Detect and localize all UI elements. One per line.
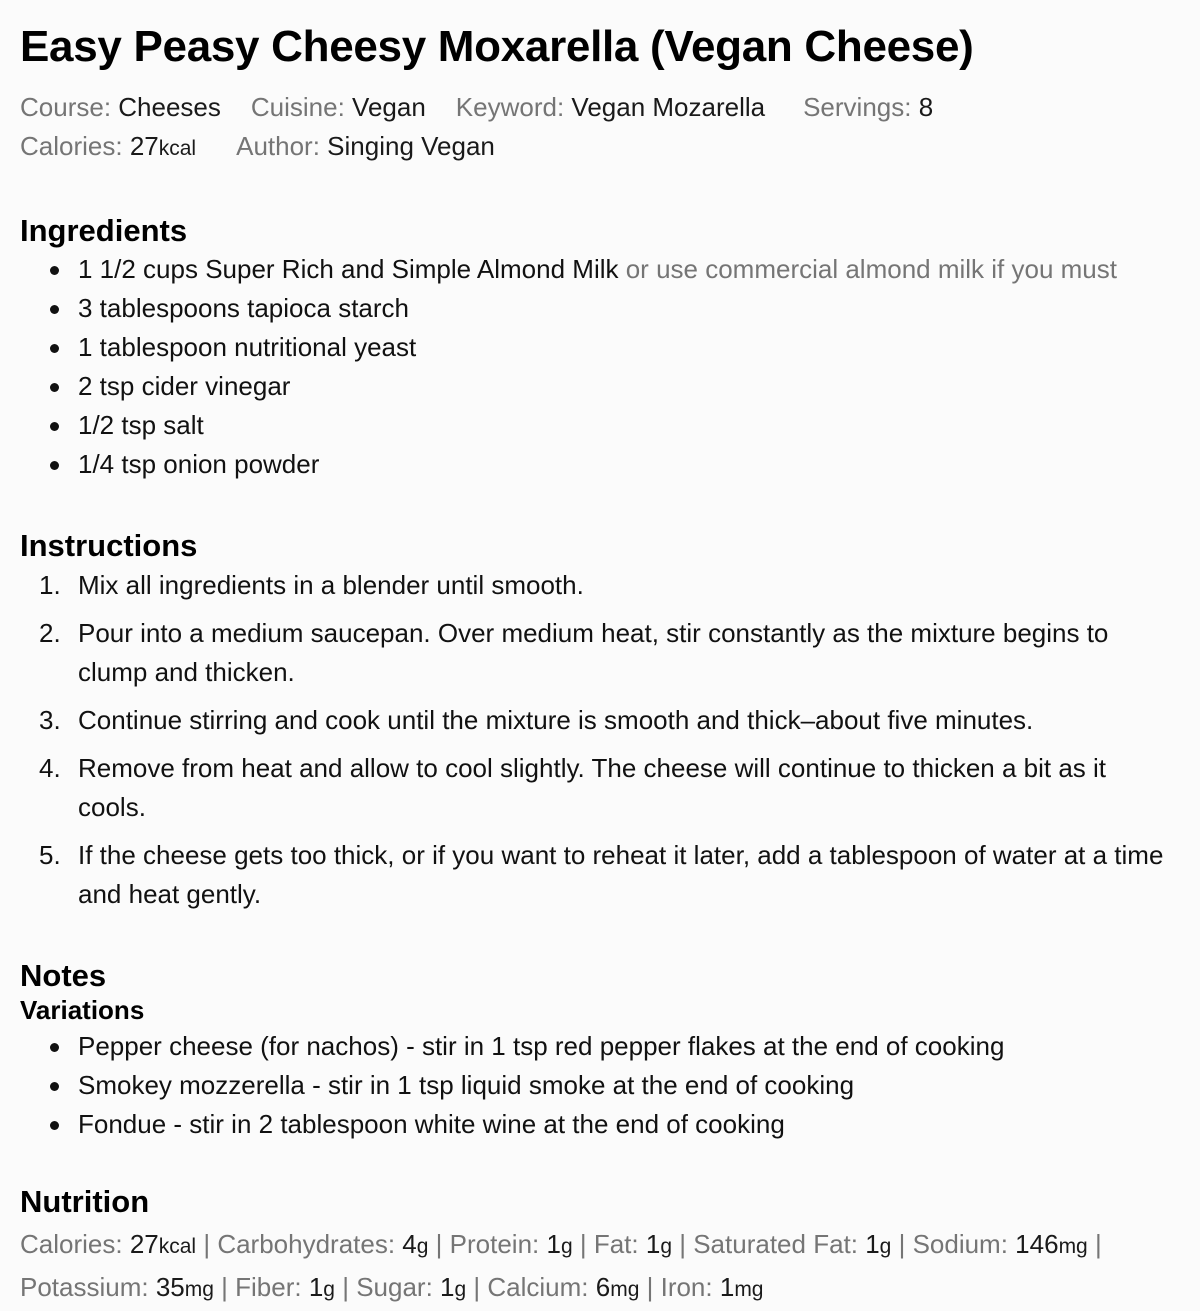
variation-item: Smokey mozzerella - stir in 1 tsp liquid smoke at the end of cooking bbox=[78, 1066, 1200, 1105]
nutrition-section bbox=[20, 1184, 1200, 1310]
meta-cuisine-link[interactable]: Vegan bbox=[352, 92, 426, 122]
meta-servings-label: Servings: bbox=[803, 92, 919, 122]
notes-section bbox=[20, 958, 1200, 1144]
nutrition-unit: mg bbox=[734, 1278, 764, 1301]
step-text: Mix all ingredients in a blender until smooth. bbox=[78, 570, 584, 600]
nutrition-label: Iron: bbox=[660, 1272, 720, 1302]
ingredients-section bbox=[20, 213, 1200, 484]
nutrition-label: Fat: bbox=[593, 1229, 646, 1259]
step-number: 2. bbox=[39, 618, 61, 648]
nutrition-separator: | bbox=[428, 1229, 450, 1259]
nutrition-label: Calcium: bbox=[487, 1272, 596, 1302]
nutrition-unit: g bbox=[323, 1278, 335, 1301]
instruction-step bbox=[39, 836, 1200, 914]
nutrition-item bbox=[594, 1229, 672, 1259]
nutrition-label: Sugar: bbox=[356, 1272, 441, 1302]
nutrition-item bbox=[913, 1229, 1088, 1259]
ingredient-link[interactable]: 1 1/2 cups Super Rich and Simple Almond Milk bbox=[78, 254, 619, 284]
meta-cuisine bbox=[251, 92, 426, 122]
nutrition-separator: | bbox=[466, 1272, 488, 1302]
nutrition-label: Carbohydrates: bbox=[217, 1229, 403, 1259]
ingredient-item: 1/2 tsp salt bbox=[78, 406, 1200, 445]
recipe-meta-row-2 bbox=[20, 127, 1200, 168]
notes-heading: Notes bbox=[20, 958, 107, 993]
nutrition-item bbox=[450, 1229, 573, 1259]
nutrition-item bbox=[356, 1272, 466, 1302]
nutrition-separator: | bbox=[196, 1229, 218, 1259]
nutrition-separator: | bbox=[213, 1272, 236, 1302]
nutrition-value: 1 bbox=[645, 1229, 661, 1259]
meta-calories-unit: kcal bbox=[158, 137, 197, 160]
nutrition-unit: mg bbox=[610, 1278, 640, 1301]
instructions-heading: Instructions bbox=[20, 528, 198, 563]
recipe-title: Easy Peasy Cheesy Moxarella (Vegan Cheese) bbox=[20, 22, 974, 71]
nutrition-item bbox=[487, 1272, 639, 1302]
notes-subheading: Variations bbox=[20, 995, 145, 1025]
step-number: 3. bbox=[39, 705, 61, 735]
meta-course-label: Course: bbox=[20, 92, 119, 122]
nutrition-label: Sodium: bbox=[912, 1229, 1016, 1259]
nutrition-unit: g bbox=[416, 1235, 429, 1258]
nutrition-separator: | bbox=[639, 1272, 661, 1302]
nutrition-item bbox=[217, 1229, 428, 1259]
nutrition-unit: mg bbox=[1058, 1235, 1088, 1258]
nutrition-value: 6 bbox=[595, 1272, 611, 1302]
nutrition-value: 4 bbox=[402, 1229, 417, 1259]
meta-servings bbox=[803, 92, 933, 122]
nutrition-item bbox=[693, 1229, 891, 1259]
variations-list bbox=[20, 1027, 1200, 1144]
ingredient-note: or use commercial almond milk if you must bbox=[618, 254, 1117, 284]
nutrition-unit: g bbox=[454, 1278, 467, 1301]
nutrition-unit: kcal bbox=[158, 1235, 197, 1258]
meta-keyword bbox=[456, 92, 765, 122]
instructions-list bbox=[20, 566, 1200, 914]
instruction-step bbox=[39, 749, 1200, 827]
nutrition-value: 1 bbox=[865, 1229, 880, 1259]
nutrition-separator: | bbox=[1087, 1229, 1102, 1259]
nutrition-value: 1 bbox=[546, 1229, 561, 1259]
nutrition-value: 35 bbox=[155, 1272, 185, 1302]
nutrition-item bbox=[235, 1272, 335, 1302]
recipe-meta-row-1 bbox=[20, 88, 1200, 127]
nutrition-value: 1 bbox=[308, 1272, 324, 1302]
step-text: If the cheese gets too thick, or if you want to reheat it later, add a tablespoon of water at a time and heat gently. bbox=[78, 840, 1164, 909]
meta-keyword-label: Keyword: bbox=[455, 92, 572, 122]
meta-calories-label: Calories: bbox=[20, 131, 130, 161]
nutrition-unit: mg bbox=[184, 1278, 214, 1301]
ingredients-heading: Ingredients bbox=[20, 213, 188, 248]
nutrition-separator: | bbox=[334, 1272, 357, 1302]
nutrition-value: 1 bbox=[719, 1272, 735, 1302]
meta-keyword-value: Vegan Mozarella bbox=[571, 92, 766, 122]
step-text: Remove from heat and allow to cool slightly. The cheese will continue to thicken a bit as it cools. bbox=[78, 753, 1107, 822]
instructions-section bbox=[20, 528, 1200, 914]
nutrition-value: 27 bbox=[129, 1229, 159, 1259]
nutrition-item bbox=[661, 1272, 764, 1302]
nutrition-item bbox=[20, 1272, 214, 1302]
meta-course bbox=[20, 92, 221, 122]
nutrition-unit: g bbox=[660, 1235, 673, 1258]
nutrition-value: 146 bbox=[1015, 1229, 1059, 1259]
ingredient-item: 2 tsp cider vinegar bbox=[78, 367, 1200, 406]
nutrition-separator: | bbox=[672, 1229, 694, 1259]
step-text: Pour into a medium saucepan. Over medium heat, stir constantly as the mixture begins to clump and thicken. bbox=[78, 618, 1109, 687]
ingredient-item bbox=[78, 250, 1200, 289]
nutrition-label: Potassium: bbox=[20, 1272, 156, 1302]
step-number: 1. bbox=[39, 570, 61, 600]
meta-author bbox=[236, 131, 495, 161]
variation-item: Pepper cheese (for nachos) - stir in 1 tsp red pepper flakes at the end of cooking bbox=[78, 1027, 1200, 1066]
ingredient-item: 1/4 tsp onion powder bbox=[78, 445, 1200, 484]
nutrition-label: Fiber: bbox=[235, 1272, 309, 1302]
meta-cuisine-label: Cuisine: bbox=[250, 92, 353, 122]
nutrition-separator: | bbox=[572, 1229, 594, 1259]
meta-calories-value: 27 bbox=[129, 131, 159, 161]
nutrition-label: Saturated Fat: bbox=[693, 1229, 866, 1259]
meta-course-link[interactable]: Cheeses bbox=[118, 92, 221, 122]
nutrition-label: Protein: bbox=[449, 1229, 547, 1259]
nutrition-unit: g bbox=[560, 1235, 573, 1258]
nutrition-heading: Nutrition bbox=[20, 1184, 150, 1219]
variation-item: Fondue - stir in 2 tablespoon white wine at the end of cooking bbox=[78, 1105, 1200, 1144]
nutrition-unit: g bbox=[879, 1235, 892, 1258]
instruction-step bbox=[39, 566, 1200, 605]
ingredients-list bbox=[20, 250, 1200, 484]
step-number: 4. bbox=[39, 753, 61, 783]
instruction-step bbox=[39, 614, 1200, 692]
nutrition-facts bbox=[20, 1224, 1200, 1310]
ingredient-item: 1 tablespoon nutritional yeast bbox=[78, 328, 1200, 367]
meta-author-label: Author: bbox=[236, 131, 328, 161]
servings-adjuster[interactable]: 8 bbox=[918, 92, 934, 122]
instruction-step bbox=[39, 701, 1200, 740]
meta-calories bbox=[20, 131, 196, 161]
nutrition-label: Calories: bbox=[20, 1229, 130, 1259]
step-text: Continue stirring and cook until the mixture is smooth and thick–about five minutes. bbox=[78, 705, 1034, 735]
step-number: 5. bbox=[39, 840, 61, 870]
nutrition-value: 1 bbox=[440, 1272, 455, 1302]
nutrition-separator: | bbox=[891, 1229, 913, 1259]
nutrition-item bbox=[20, 1229, 196, 1259]
ingredient-item: 3 tablespoons tapioca starch bbox=[78, 289, 1200, 328]
meta-author-value: Singing Vegan bbox=[327, 131, 495, 161]
